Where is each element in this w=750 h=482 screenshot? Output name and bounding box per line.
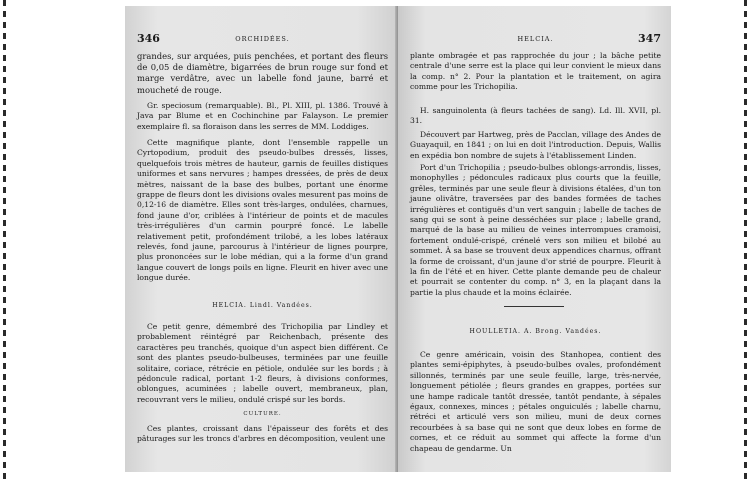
left-running-head <box>137 34 388 48</box>
right-page-number: 347 <box>638 32 661 45</box>
section-divider <box>504 306 564 307</box>
right-paragraph-5: Ce genre américain, voisin des Stanhopea, contient des plantes semi-épiphytes, à pseudo-bulbes ovales, profondément sillonnés, terminés par une seule feuille, large, très-nervée, longuement pétiolée ; fleurs grandes en grappes, portées sur une hampe radicale tantôt dressée, tantôt pendante, à sépales égaux, connexes, minces ; pétales onguiculés ; labelle charnu, rétréci et articulé vers son milieu, muni de deux cornes recourbées à sa base qui ne sont que deux lobes en forme de cornes, et ce réduit au sommet qui affecte la forme d'un chapeau de gendarme. Un <box>410 350 661 453</box>
left-page <box>125 6 398 472</box>
scan-edge-left <box>3 0 6 482</box>
right-section-title: HOULLETIA. A. Brong. Vandées. <box>469 328 602 335</box>
right-running-title: HELCIA. <box>517 35 554 43</box>
left-paragraph-4: Ce petit genre, démembré des Trichopilia par Lindley et probablement réintégré par Reichenbach, présente des caractères peu tranchés, quoique d'un aspect bien différent. Ce sont des plantes pseudo-bulbeuses, terminées par une feuille solitaire, coriace, rétrécie en pétiole, ondulée sur les bords ; à pédoncule radical, portant 1-2 fleurs, à divisions conformes, oblongues, acuminées ; labelle ouvert, membraneux, plan, recouvrant vers le milieu, ondulé crispé sur les bords. <box>137 322 388 404</box>
left-culture-label: CULTURE. <box>243 411 282 417</box>
right-paragraph-1: plante ombragée et pas rapprochée du jour ; la bâche petite centrale d'une serre est la place qui leur convient le mieux dans la comp. n° 2. Pour la plantation et le traitement, on agira comme pour les Trichopilia. <box>410 51 661 92</box>
right-running-head <box>410 34 661 48</box>
right-paragraph-2: H. sanguinolenta (à fleurs tachées de sang). Ld. Ill. XVII, pl. 31. <box>410 106 661 126</box>
left-paragraph-2: Gr. speciosum (remarquable). Bl., Pl. XIII, pl. 1386. Trouvé à Java par Blume et en Cochinchine par Falayson. Le premier exemplaire fl. sa floraison dans les serres de MM. Loddiges. <box>137 101 388 131</box>
left-paragraph-1: grandes, sur arquées, puis penchées, et portant des fleurs de 0,05 de diamètre, bigarrées de brun rouge sur fond et marge verdâtre, avec un labelle fond jaune, barré et moucheté de rouge. <box>137 51 388 95</box>
left-paragraph-5: Ces plantes, croissant dans l'épaisseur des forêts et des pâturages sur les troncs d'arbres en décomposition, veulent une <box>137 424 388 444</box>
book-spread <box>125 6 671 472</box>
right-paragraph-3: Découvert par Hartweg, près de Pacclan, village des Andes de Guayaquil, en 1841 ; on lui en doit l'introduction. Depuis, Wallis en expédia bon nombre de sujets à l'établissement Linden. <box>410 130 661 160</box>
left-page-number: 346 <box>137 32 160 45</box>
scan-edge-right <box>744 0 747 482</box>
left-running-title: ORCHIDÉES. <box>235 35 290 43</box>
left-section-title: HELCIA. Lindl. Vandées. <box>212 302 313 309</box>
left-paragraph-3: Cette magnifique plante, dont l'ensemble rappelle un Cyrtopodium, produit des pseudo-bulbes dressés, lisses, quelquefois trois mètres de hauteur, garnis de feuilles distiques uniformes et sans nervures ; hampes dressées, de près de deux mètres, naissant de la base des bulbes, portant une énorme grappe de fleurs dont les divisions ovales mesurent pas moins de 0,12-16 de diamètre. Elles sont très-larges, ondulées, charnues, fond jaune d'or, criblées à l'intérieur de points et de macules très-irrégulières d'un carmin pourpré foncé. Le labelle relativement petit, profondément trilobé, a les lobes latéraux relevés, fond jaune, parcourus à l'intérieur de lignes pourpre, plus prononcées sur le lobe médian, qui a la forme d'un grand langue couvert de longs poils en ligne. Fleurit en hiver avec une longue durée. <box>137 138 388 283</box>
right-page <box>398 6 671 472</box>
right-paragraph-4: Port d'un Trichopilia ; pseudo-bulbes oblongs-arrondis, lisses, monophylles ; pédoncules radicaux plus courts que la feuille, grêles, terminés par une seule fleur à divisions étalées, d'un ton jaune olivâtre, traversées par des bandes formées de taches irrégulières et contiguës d'un vert sanguin ; labelle de taches de sang qui se sont à peine desséchées sur place ; labelle grand, marqué de la base au milieu de veines interrompues cramoisi, fortement ondulé-crispé, crénelé vers son milieu et bilobé au sommet. À sa base se trouvent deux appendices charnus, offrant la forme de croissant, d'un jaune d'or strié de pourpre. Fleurit à la fin de l'été et en hiver. Cette plante demande peu de chaleur et pourrait se contenter du comp. n° 3, en la plaçant dans la partie la plus chaude et la moins éclairée. <box>410 163 661 297</box>
